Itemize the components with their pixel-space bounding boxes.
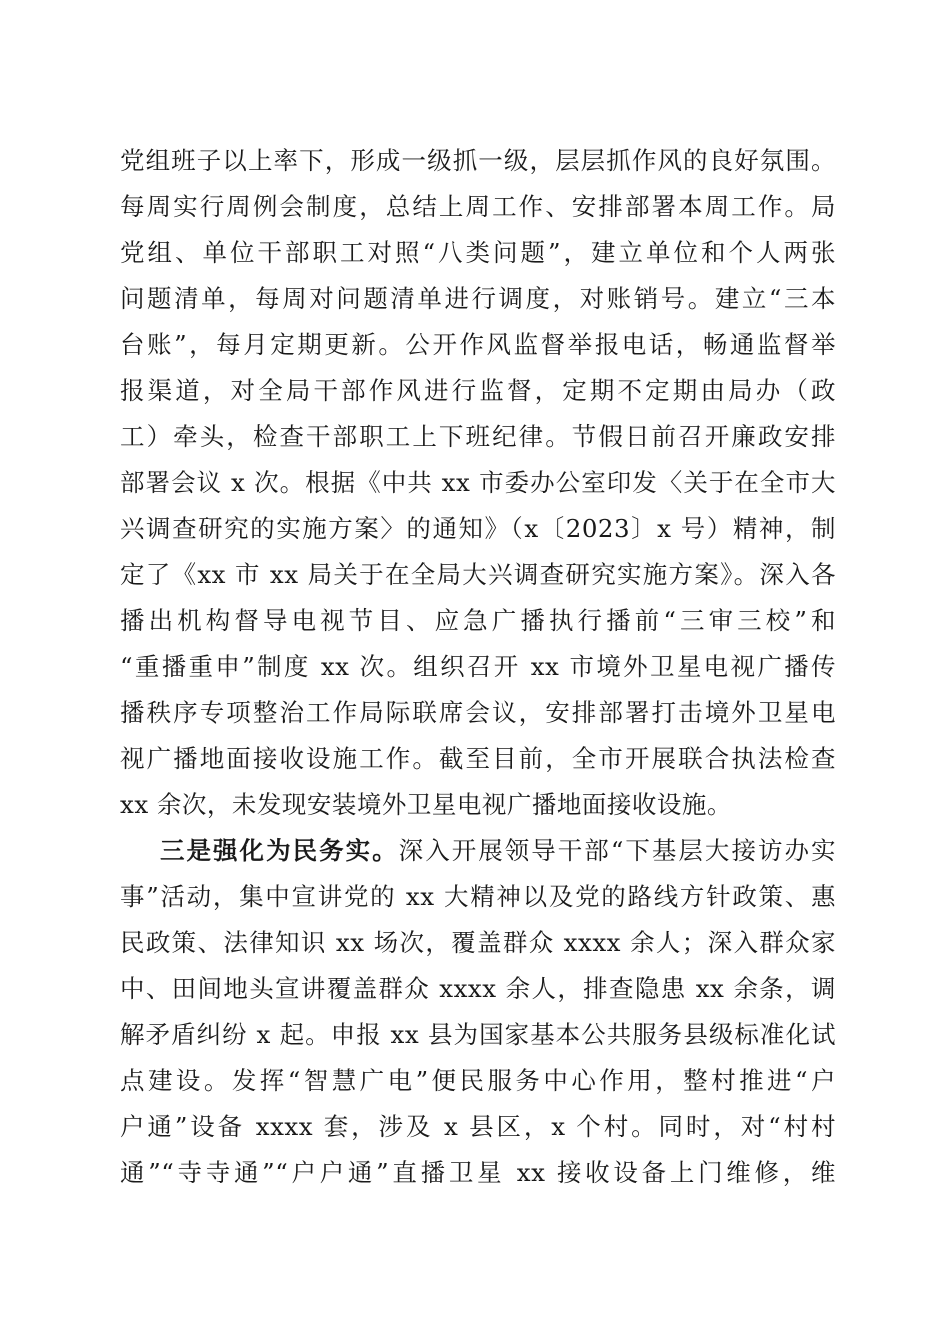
body-text-line: 部署会议 x 次。根据《中共 xx 市委办公室印发〈关于在全市大 (120, 468, 836, 497)
body-text-line: 播出机构督导电视节目、应急广播执行播前“三审三校”和 (120, 606, 836, 635)
body-text-line: 播秩序专项整治工作局际联席会议，安排部署打击境外卫星电 (120, 698, 836, 727)
body-text-line: 民政策、法律知识 xx 场次，覆盖群众 xxxx 余人；深入群众家 (120, 928, 836, 957)
body-text-line: 问题清单，每周对问题清单进行调度，对账销号。建立“三本 (120, 284, 836, 313)
body-text-line: 党组班子以上率下，形成一级抓一级，层层抓作风的良好氛围。 (120, 146, 836, 175)
body-text-line: 兴调查研究的实施方案〉的通知》（x〔2023〕x 号）精神，制 (120, 514, 836, 543)
body-text-line: 视广播地面接收设施工作。截至目前，全市开展联合执法检查 (120, 744, 836, 773)
body-text-line: 报渠道，对全局干部作风进行监督，定期不定期由局办（政 (120, 376, 836, 405)
body-text-line: “重播重申”制度 xx 次。组织召开 xx 市境外卫星电视广播传 (120, 652, 836, 681)
body-text-line: 事”活动，集中宣讲党的 xx 大精神以及党的路线方针政策、惠 (120, 882, 836, 911)
body-text-line: 通”“寺寺通”“户户通”直播卫星 xx 接收设备上门维修，维 (120, 1158, 836, 1187)
paragraph-first-line-text: 深入开展领导干部“下基层大接访办实 (398, 836, 836, 865)
body-text-line: 党组、单位干部职工对照“八类问题”，建立单位和个人两张 (120, 238, 836, 267)
body-text-line: xx 余次，未发现安装境外卫星电视广播地面接收设施。 (120, 790, 732, 819)
body-text-line: 中、田间地头宣讲覆盖群众 xxxx 余人，排查隐患 xx 余条，调 (120, 974, 836, 1003)
body-text-line: 工）牵头，检查干部职工上下班纪律。节假日前召开廉政安排 (120, 422, 836, 451)
body-text-line: 点建设。发挥“智慧广电”便民服务中心作用，整村推进“户 (120, 1066, 836, 1095)
paragraph-first-line (160, 830, 836, 872)
body-text-line: 解矛盾纠纷 x 起。申报 xx 县为国家基本公共服务县级标准化试 (120, 1020, 836, 1049)
body-text-line: 定了《xx 市 xx 局关于在全局大兴调查研究实施方案》。深入各 (120, 560, 836, 589)
body-text-line: 户通”设备 xxxx 套，涉及 x 县区，x 个村。同时，对“村村 (120, 1112, 836, 1141)
body-text-line: 台账”，每月定期更新。公开作风监督举报电话，畅通监督举 (120, 330, 836, 359)
body-text-line: 每周实行周例会制度，总结上周工作、安排部署本周工作。局 (120, 192, 836, 221)
paragraph-lead-heading: 三是强化为民务实。 (160, 836, 399, 865)
